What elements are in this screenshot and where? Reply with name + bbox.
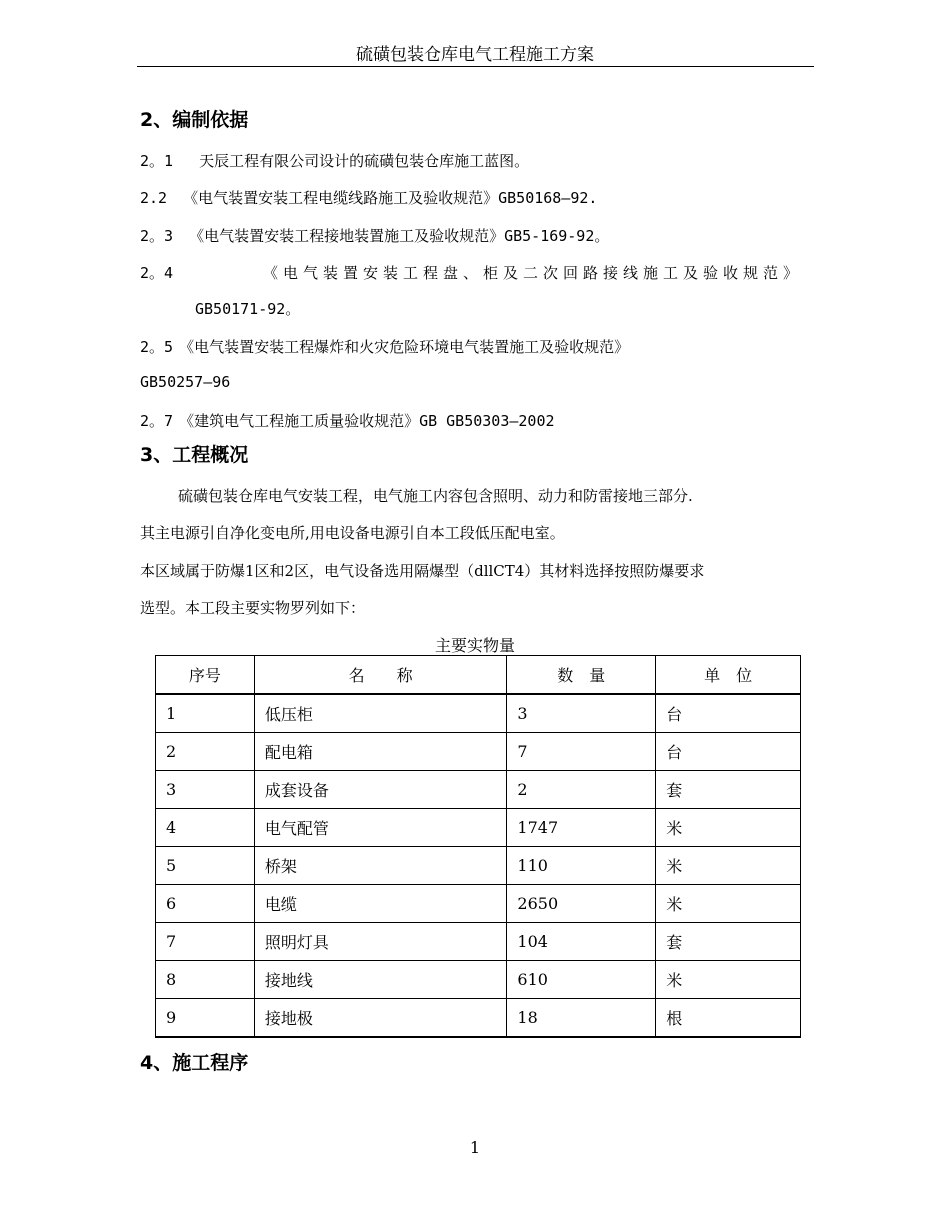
cell-unit: 米 xyxy=(656,809,801,847)
cell-qty: 18 xyxy=(507,999,656,1038)
ref-item-text: 《电气装置安装工程爆炸和火灾危险环境电气装置施工及验收规范》 xyxy=(179,338,630,356)
ref-item-2 xyxy=(140,187,597,208)
ref-item-5 xyxy=(140,336,629,357)
table-row xyxy=(156,923,801,961)
col-header-unit: 单 位 xyxy=(656,656,801,695)
page-header-title: 硫磺包装仓库电气工程施工方案 xyxy=(356,45,594,65)
cell-name: 电气配管 xyxy=(254,809,507,847)
table-row xyxy=(156,999,801,1038)
ref-item-4 xyxy=(140,262,803,283)
overview-para1-line2: 其主电源引自净化变电所,用电设备电源引自本工段低压配电室。 xyxy=(140,524,565,542)
ref-item-num: 2。5 xyxy=(140,338,174,356)
table-row xyxy=(156,809,801,847)
ref-item-text: 天辰工程有限公司设计的硫磺包装仓库施工蓝图。 xyxy=(199,152,530,170)
cell-qty: 1747 xyxy=(507,809,656,847)
ref-item-num: 2。1 xyxy=(140,152,174,170)
table-row xyxy=(156,733,801,771)
ref-item-1 xyxy=(140,150,529,171)
cell-unit: 根 xyxy=(656,999,801,1038)
ref-item-text: 《电气装置安装工程接地装置施工及验收规范》GB5-169-92。 xyxy=(189,227,610,245)
cell-no: 3 xyxy=(156,771,255,809)
table-header-row xyxy=(156,656,801,695)
col-header-name: 名 称 xyxy=(254,656,507,695)
cell-no: 1 xyxy=(156,694,255,733)
col-header-no: 序号 xyxy=(156,656,255,695)
cell-name: 接地线 xyxy=(254,961,507,999)
ref-item-text: 《建筑电气工程施工质量验收规范》GB GB50303—2002 xyxy=(179,412,555,430)
page-number: 1 xyxy=(469,1138,481,1157)
cell-unit: 米 xyxy=(656,961,801,999)
cell-unit: 套 xyxy=(656,923,801,961)
table-caption: 主要实物量 xyxy=(434,636,515,655)
ref-item-num: 2。4 xyxy=(140,264,174,282)
col-header-qty: 数 量 xyxy=(507,656,656,695)
ref-item-text: 《电气装置安装工程电缆线路施工及验收规范》GB50168—92. xyxy=(183,189,598,207)
overview-para2-line1: 本区域属于防爆1区和2区，电气设备选用隔爆型（dllCT4）其材料选择按照防爆要求 xyxy=(140,562,705,580)
cell-qty: 610 xyxy=(507,961,656,999)
table-row xyxy=(156,847,801,885)
ref-item-5-cont: GB50257—96 xyxy=(140,373,231,391)
cell-unit: 米 xyxy=(656,885,801,923)
cell-no: 4 xyxy=(156,809,255,847)
table-row xyxy=(156,961,801,999)
header-rule xyxy=(137,66,814,67)
cell-no: 8 xyxy=(156,961,255,999)
cell-name: 照明灯具 xyxy=(254,923,507,961)
table-row xyxy=(156,694,801,733)
cell-unit: 台 xyxy=(656,694,801,733)
ref-item-num: 2.2 xyxy=(140,189,168,207)
overview-para2-line2: 选型。本工段主要实物罗列如下： xyxy=(140,599,366,617)
ref-item-3 xyxy=(140,225,609,246)
section3-heading: 3、工程概况 xyxy=(140,444,249,466)
cell-name: 配电箱 xyxy=(254,733,507,771)
cell-qty: 7 xyxy=(507,733,656,771)
cell-qty: 3 xyxy=(507,694,656,733)
table-row xyxy=(156,771,801,809)
cell-no: 7 xyxy=(156,923,255,961)
cell-qty: 2 xyxy=(507,771,656,809)
ref-item-4-cont: GB50171-92。 xyxy=(195,300,301,318)
ref-item-text: 《电气装置安装工程盘、柜及二次回路接线施工及验收规范》 xyxy=(262,264,803,282)
ref-item-num: 2。7 xyxy=(140,412,174,430)
cell-unit: 套 xyxy=(656,771,801,809)
cell-name: 成套设备 xyxy=(254,771,507,809)
overview-para1-line1: 硫磺包装仓库电气安装工程，电气施工内容包含照明、动力和防雷接地三部分. xyxy=(178,487,693,505)
cell-unit: 米 xyxy=(656,847,801,885)
cell-name: 接地极 xyxy=(254,999,507,1038)
cell-no: 5 xyxy=(156,847,255,885)
section2-heading: 2、编制依据 xyxy=(140,109,249,131)
ref-item-7 xyxy=(140,410,555,431)
cell-no: 6 xyxy=(156,885,255,923)
cell-no: 9 xyxy=(156,999,255,1038)
table-row xyxy=(156,885,801,923)
cell-qty: 2650 xyxy=(507,885,656,923)
ref-item-num: 2。3 xyxy=(140,227,174,245)
cell-name: 桥架 xyxy=(254,847,507,885)
cell-name: 电缆 xyxy=(254,885,507,923)
cell-qty: 110 xyxy=(507,847,656,885)
cell-unit: 台 xyxy=(656,733,801,771)
cell-qty: 104 xyxy=(507,923,656,961)
cell-no: 2 xyxy=(156,733,255,771)
quantity-table xyxy=(155,655,801,1038)
section4-heading: 4、施工程序 xyxy=(140,1052,249,1074)
cell-name: 低压柜 xyxy=(254,694,507,733)
